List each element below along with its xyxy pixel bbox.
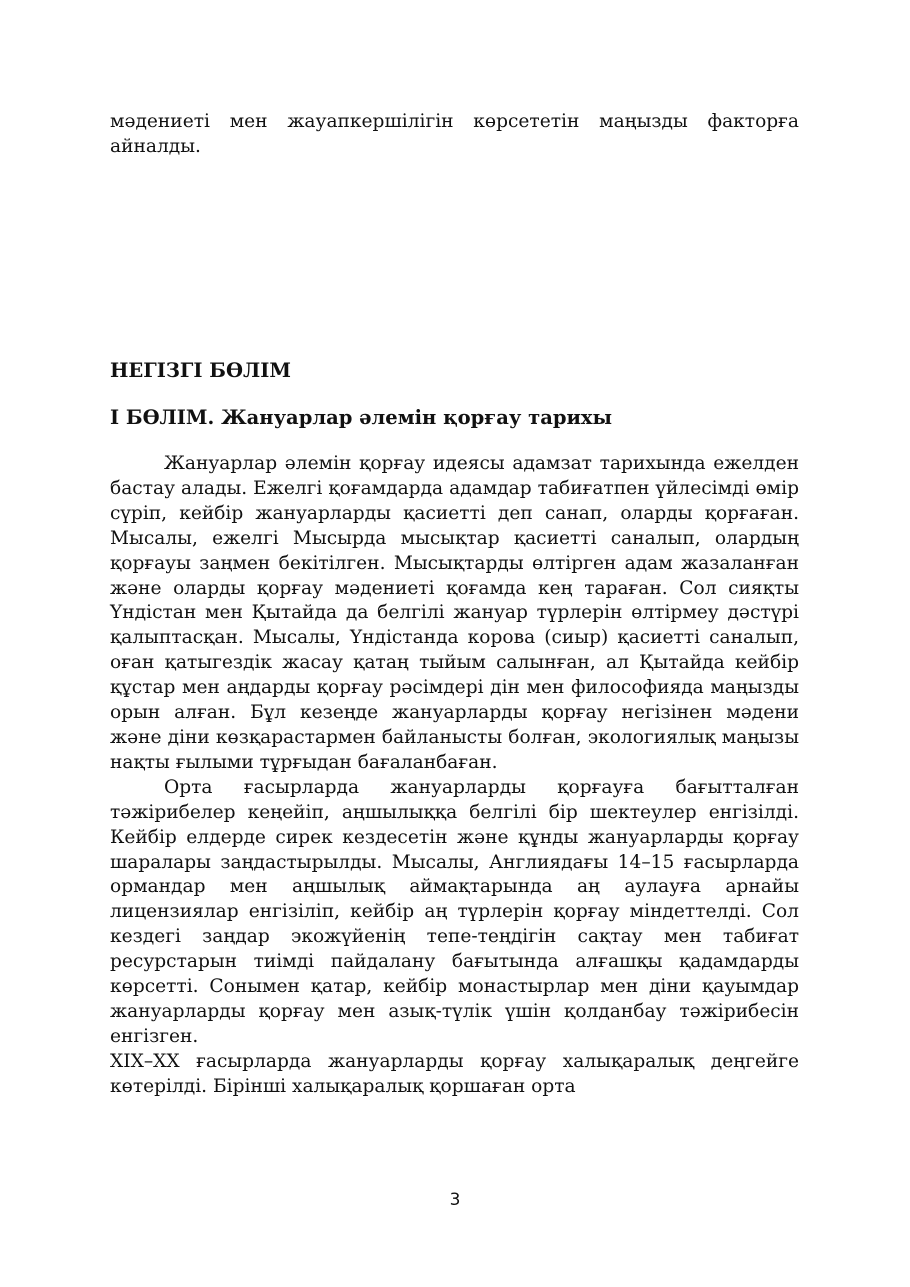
paragraph-middle-ages: Орта ғасырларда жануарларды қорғауға бағытталған тәжірибелер кеңейіп, аңшылыққа белгілі бір шектеулер енгізілді. Кейбір елдерде сирек кездесетін және құнды жануарларды қорғау шаралары заңдастырылды. Мысалы, Англиядағы 14–15 ғасырларда ормандар мен аңшылық аймақтарында аң аулауға арнайы лицензиялар енгізіліп, кейбір аң түрлерін қорғау міндеттелді. Сол кездегі заңдар экожүйенің тепе-теңдігін сақтау мен табиғат ресурстарын тиімді пайдалану бағытында алғашқы қадамдарды көрсетті. Сонымен қатар, кейбір монастырлар мен діни қауымдар жануарларды қорғау мен азық-түлік үшін қолданбау тәжірибесін енгізген.	[110, 776, 799, 1047]
intro-paragraph: мәдениеті мен жауапкершілігін көрсететін маңызды факторға айналды.	[110, 111, 799, 157]
page-number: 3	[449, 1190, 461, 1210]
part-one-heading: І БӨЛІМ. Жануарлар әлемін қорғау тарихы	[110, 406, 613, 429]
main-section-heading: НЕГІЗГІ БӨЛІМ	[110, 359, 291, 382]
intro-paragraph-block	[110, 110, 799, 160]
body-text	[110, 452, 799, 1100]
paragraph-ancient-history: Жануарлар әлемін қорғау идеясы адамзат тарихында ежелден бастау алады. Ежелгі қоғамдарда адамдар табиғатпен үйлесімді өмір сүріп, кейбір жануарларды қасиетті деп санап, оларды қорғаған. Мысалы, ежелгі Мысырда мысықтар қасиетті саналып, олардың қорғауы заңмен бекітілген. Мысықтарды өлтірген адам жазаланған және оларды қорғау мәдениеті қоғамда кең тараған. Сол сияқты Үндістан мен Қытайда да белгілі жануар түрлерін өлтірмеу дәстүрі қалыптасқан. Мысалы, Үндістанда корова (сиыр) қасиетті саналып, оған қатыгездік жасау қатаң тыйым салынған, ал Қытайда кейбір құстар мен аңдарды қорғау рәсімдері дін мен философияда маңызды орын алған. Бұл кезеңде жануарларды қорғау негізінен мәдени және діни көзқарастармен байланысты болған, экологиялық маңызы нақты ғылыми тұрғыдан бағаланбаған.	[110, 453, 799, 773]
paragraph-modern-era: XIX–XX ғасырларда жануарларды қорғау халықаралық деңгейге көтерілді. Бірінші халықаралық қоршаған орта	[110, 1050, 799, 1097]
